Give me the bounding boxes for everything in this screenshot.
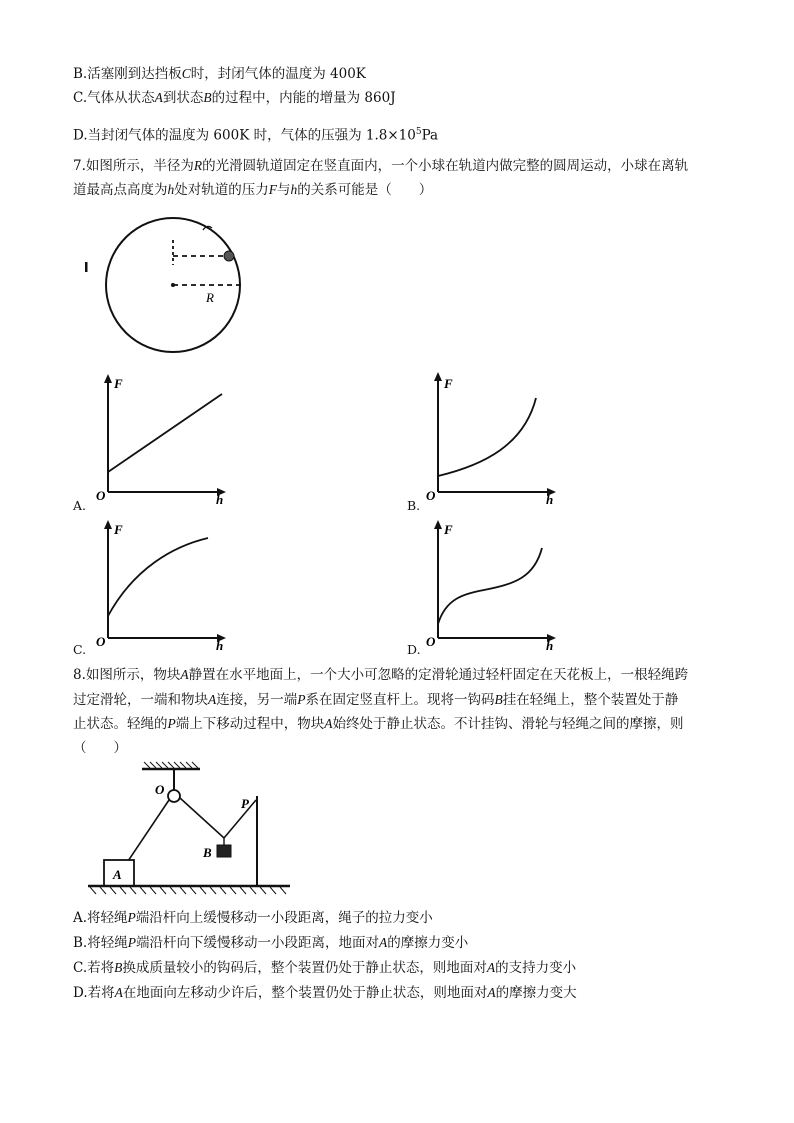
q8-text-6: 挂在轻绳上，整个装置处于静 — [502, 692, 679, 708]
ball — [224, 251, 234, 261]
y-axis-arrow — [104, 374, 112, 383]
q8-var-b: B — [494, 692, 503, 707]
q6-c-var-a: A — [154, 90, 163, 105]
q8-text-7: 止状态。轻绳的 — [73, 716, 168, 732]
q8-option-d — [73, 983, 577, 1003]
axis-label-f: F — [444, 522, 453, 537]
q7-stem-line-1 — [73, 156, 688, 176]
q8-option-b — [73, 933, 468, 953]
circle-center — [171, 283, 175, 287]
q8-b-text-3: 的摩擦力变小 — [387, 935, 469, 951]
origin-label: O — [426, 488, 436, 503]
axis-label-f: F — [114, 522, 123, 537]
q6-b-text-1: B.活塞刚到达挡板 — [73, 66, 182, 82]
q7-text-3: 道最高点高度为 — [73, 182, 168, 198]
q6-c-var-b: B — [203, 90, 212, 105]
q6-b-text-2: 时，封闭气体的温度为 400K — [190, 66, 366, 82]
q6-c-text-3: 的过程中，内能的增量为 860J — [211, 90, 396, 106]
axis-label-h: h — [216, 492, 224, 504]
q8-text-4: 连接，另一端 — [216, 692, 298, 708]
q8-d-text-1: D.若将 — [73, 985, 115, 1001]
q8-c-text-2: 换成质量较小的钩码后，整个装置仍处于静止状态，则地面对 — [122, 960, 487, 976]
q8-a-text-2: 端沿杆向上缓慢移动一小段距离，绳子的拉力变小 — [135, 910, 433, 926]
q7-var-h-2: h — [290, 182, 298, 197]
axis-label-h: h — [216, 638, 224, 650]
q8-var-a-3: A — [324, 716, 333, 731]
q7-text-4: 处对轨道的压力 — [174, 182, 269, 198]
q8-var-p-2: P — [167, 716, 176, 731]
q6-c-text-1: C.气体从状态 — [73, 90, 155, 106]
q7-text-2: 的光滑圆轨道固定在竖直面内，一个小球在轨道内做完整的圆周运动，小球在离轨 — [202, 158, 689, 174]
q7-text-1: 7.如图所示，半径为 — [73, 158, 194, 174]
q8-d-text-2: 在地面向左移动少许后，整个装置仍处于静止状态，则地面对 — [122, 985, 488, 1001]
curve-linear — [108, 394, 222, 472]
label-p: P — [241, 796, 249, 811]
q8-b-text-2: 端沿杆向下缓慢移动一小段距离，地面对 — [135, 935, 379, 951]
q8-text-3: 过定滑轮，一端和物块 — [73, 692, 208, 708]
axis-label-h: h — [546, 638, 554, 650]
option-d-label: D. — [407, 642, 421, 657]
label-o: O — [155, 782, 165, 797]
option-c-label: C. — [73, 642, 87, 657]
q8-a-var-p: P — [127, 910, 136, 925]
origin-label: O — [426, 634, 436, 649]
q8-c-var-b: B — [114, 960, 123, 975]
origin-label: O — [96, 488, 106, 503]
curve-convex — [438, 398, 536, 476]
q8-c-text-1: C.若将 — [73, 960, 115, 976]
q6-d-exponent: 5 — [415, 127, 422, 137]
q8-answer-blank: （ ） — [73, 740, 127, 756]
q7-graph-b — [424, 370, 564, 504]
q8-stem-line-1 — [73, 665, 688, 685]
q6-c-text-2: 到状态 — [162, 90, 204, 106]
q6-d-unit: Pa — [421, 127, 439, 144]
curve-concave — [108, 538, 208, 616]
q8-d-text-3: 的摩擦力变大 — [495, 985, 577, 1001]
q7-var-h: h — [167, 182, 175, 197]
q8-text-2: 静置在水平地面上，一个大小可忽略的定滑轮通过轻杆固定在天花板上，一根轻绳跨 — [188, 667, 689, 683]
q6-d-base: 1.8×10 — [365, 127, 416, 144]
axis-label-h: h — [546, 492, 554, 504]
q8-c-text-3: 的支持力变小 — [495, 960, 577, 976]
q8-var-a: A — [180, 667, 189, 682]
q8-text-9: 始终处于静止状态。不计挂钩、滑轮与轻绳之间的摩擦，则 — [332, 716, 684, 732]
q8-pulley-figure — [84, 760, 296, 898]
axis-label-f: F — [114, 376, 123, 391]
q8-var-p: P — [297, 692, 306, 707]
q8-b-var-p: P — [127, 935, 136, 950]
option-b-label: B. — [407, 498, 421, 513]
q8-b-var-a: A — [378, 935, 388, 950]
q7-text-5: 与 — [277, 182, 291, 198]
q8-d-var-a: A — [114, 985, 123, 1000]
q7-var-r: R — [193, 158, 203, 173]
rope-left — [126, 800, 169, 864]
q8-b-text-1: B.将轻绳 — [73, 935, 128, 951]
label-r: R — [206, 290, 214, 305]
q8-text-8: 端上下移动过程中，物块 — [175, 716, 325, 732]
q8-option-c — [73, 958, 576, 978]
q7-text-6: 的关系可能是（ ） — [297, 182, 433, 198]
q8-var-a-2: A — [208, 692, 217, 707]
ground-hatch — [90, 887, 286, 894]
origin-label: O — [96, 634, 106, 649]
y-axis-arrow — [104, 520, 112, 529]
q6-option-c — [73, 88, 396, 108]
q6-b-var-c: C — [181, 66, 191, 81]
y-axis-arrow — [434, 372, 442, 381]
weight-b — [217, 845, 231, 857]
curve-s-shaped — [438, 548, 542, 624]
q8-option-a — [73, 908, 433, 928]
q7-stem-line-2 — [73, 180, 432, 200]
q6-option-b — [73, 64, 366, 84]
q8-stem-line-2 — [73, 690, 678, 710]
q7-var-f: F — [268, 182, 277, 197]
q7-graph-a — [94, 372, 234, 504]
q6-option-d — [73, 122, 438, 146]
q8-stem-line-3 — [73, 714, 684, 734]
option-a-label: A. — [73, 498, 87, 513]
q8-a-text-1: A.将轻绳 — [73, 910, 128, 926]
q8-c-var-a: A — [486, 960, 496, 975]
label-b: B — [203, 845, 212, 860]
y-axis-arrow — [434, 520, 442, 529]
q8-text-5: 系在固定竖直杆上。现将一钩码 — [305, 692, 495, 708]
q6-d-text-1: D.当封闭气体的温度为 600K 时，气体的压强为 — [73, 127, 362, 144]
label-a: A — [113, 867, 122, 882]
track-mark — [85, 262, 88, 272]
ceiling-hatch — [144, 762, 198, 768]
q8-text-1: 8.如图所示，物块 — [73, 667, 181, 683]
pulley — [168, 790, 180, 802]
q7-graph-d — [424, 518, 564, 650]
q7-circle-track-figure — [85, 210, 255, 360]
q7-graph-c — [94, 518, 234, 650]
axis-label-f: F — [444, 376, 453, 391]
q8-d-var-a-2: A — [487, 985, 496, 1000]
